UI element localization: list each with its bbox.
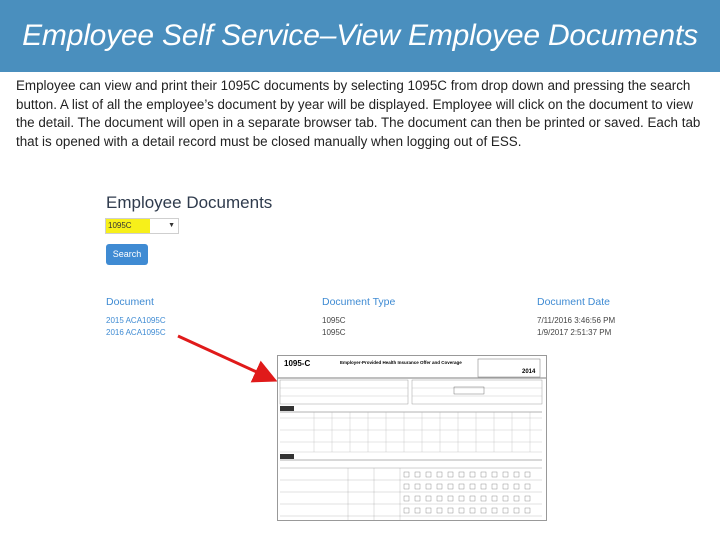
- employee-documents-heading: Employee Documents: [106, 193, 273, 212]
- slide-description: Employee can view and print their 1095C documents by selecting 1095C from drop down and pressing the search button. A list of all the employee’s document by year will be displayed. Employee will click on the document to view the detail. The document will open in a separate browser tab. The document can then be printed or saved. Each tab that is opened with a detail record must be closed manually when logging out of ESS.: [16, 78, 701, 149]
- document-link[interactable]: 2015 ACA1095C: [106, 316, 166, 325]
- chevron-down-icon: ▼: [168, 222, 175, 229]
- document-type-cell: 1095C: [322, 328, 346, 337]
- document-type-selected-value: 1095C: [106, 219, 150, 233]
- document-type-cell: 1095C: [322, 316, 346, 325]
- form-number: 1095-C: [284, 359, 311, 368]
- slide-title: Employee Self Service–View Employee Documents: [22, 19, 698, 52]
- form-title: Employer-Provided Health Insurance Offer and Coverage: [340, 360, 462, 365]
- document-date-cell: 7/11/2016 3:46:56 PM: [537, 316, 616, 325]
- column-header-document: Document: [106, 296, 154, 308]
- document-link[interactable]: 2016 ACA1095C: [106, 328, 166, 337]
- column-header-document-type: Document Type: [322, 296, 396, 308]
- form-year: 2014: [522, 369, 536, 375]
- document-date-cell: 1/9/2017 2:51:37 PM: [537, 328, 612, 337]
- form-1095c-preview: [277, 355, 547, 521]
- search-button[interactable]: Search: [106, 244, 148, 265]
- column-header-document-date: Document Date: [537, 296, 610, 308]
